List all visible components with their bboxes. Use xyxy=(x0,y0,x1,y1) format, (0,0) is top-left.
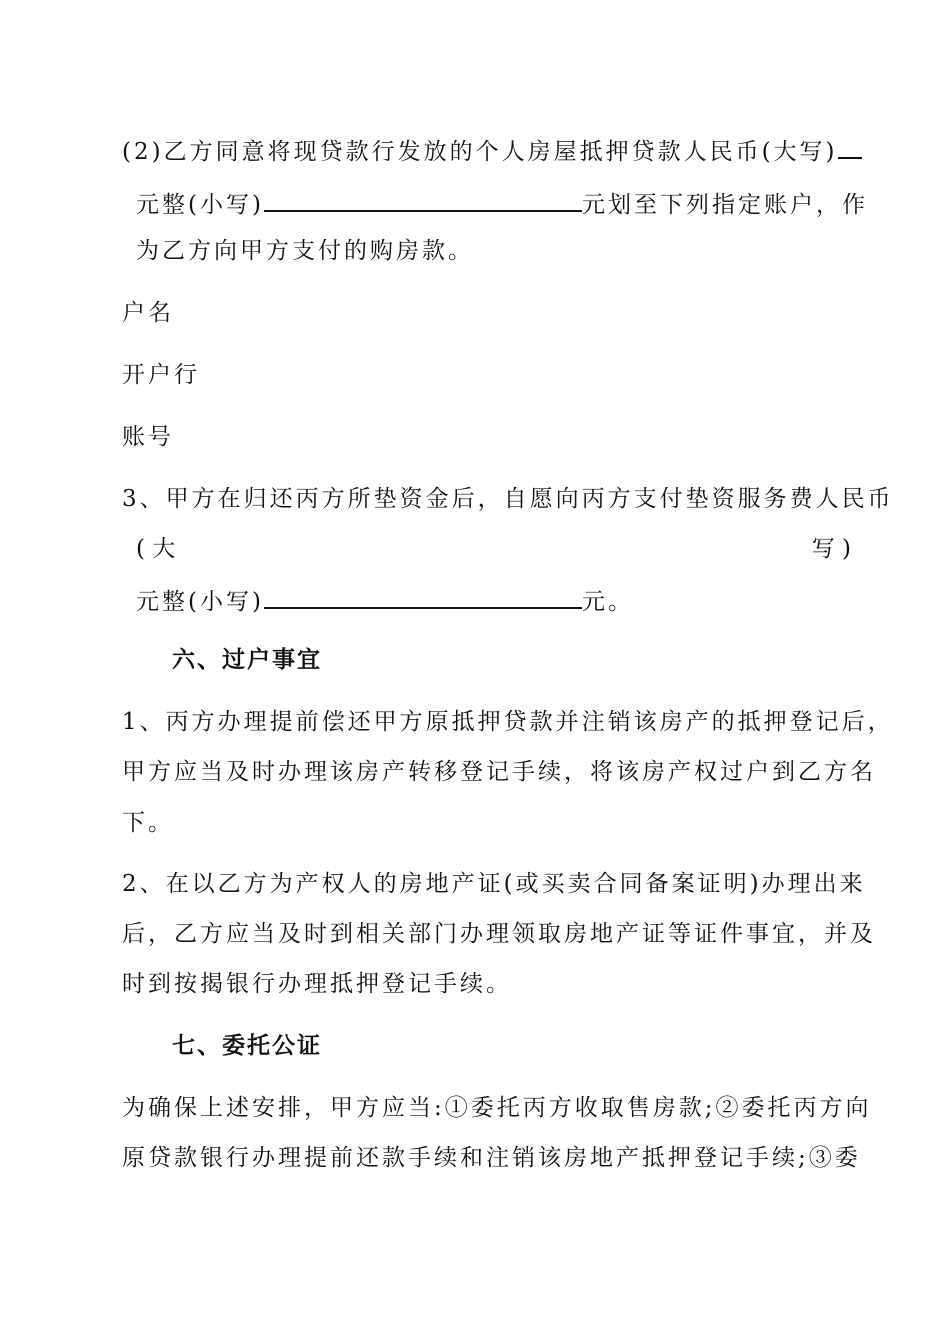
clause-2-line-2 xyxy=(136,186,868,220)
fee-lowercase-blank xyxy=(264,583,582,609)
uppercase-close: 写 ) xyxy=(811,536,851,562)
account-name-label: 户名 xyxy=(122,300,174,326)
section-6-title: 六、过户事宜 xyxy=(172,646,322,673)
transfer-text: 元划至下列指定账户，作 xyxy=(581,192,868,218)
section-6-item-1-line-1: 1、丙方办理提前偿还甲方原抵押贷款并注销该房产的抵押登记后， xyxy=(122,709,894,735)
section-6-item-2-line-2: 后，乙方应当及时到相关部门办理领取房地产证等证件事宜，并及 xyxy=(122,921,876,947)
clause-3-line-2 xyxy=(136,534,851,564)
uppercase-open: ( 大 xyxy=(136,536,176,562)
section-7-line-2: 原贷款银行办理提前还款手续和注销该房地产抵押登记手续;③委 xyxy=(122,1145,861,1171)
clause-3-line-1: 3、甲方在归还丙方所垫资金后，自愿向丙方支付垫资服务费人民币 xyxy=(122,486,894,512)
fee-unit: 元。 xyxy=(581,589,634,615)
clause-3-line-3 xyxy=(136,583,634,617)
section-6-item-1-line-3: 下。 xyxy=(122,810,174,836)
bank-name-label: 开户行 xyxy=(122,362,200,388)
amount-label: 元整(小写) xyxy=(136,192,264,218)
clause-2-text: (2)乙方同意将现贷款行发放的个人房屋抵押贷款人民币(大写) xyxy=(122,139,838,165)
section-6-item-2-line-3: 时到按揭银行办理抵押登记手续。 xyxy=(122,971,512,997)
section-6-item-1-line-2: 甲方应当及时办理该房产转移登记手续，将该房产权过户到乙方名 xyxy=(122,759,876,785)
amount-lowercase-blank xyxy=(264,186,582,212)
clause-2-line-3: 为乙方向甲方支付的购房款。 xyxy=(136,238,474,264)
clause-2-line-1 xyxy=(122,133,862,167)
section-6-item-2-line-1: 2、在以乙方为产权人的房地产证(或买卖合同备案证明)办理出来 xyxy=(122,871,866,897)
amount-uppercase-blank xyxy=(838,133,862,159)
account-number-label: 账号 xyxy=(122,424,174,450)
fee-label: 元整(小写) xyxy=(136,589,264,615)
section-7-line-1: 为确保上述安排，甲方应当:①委托丙方收取售房款;②委托丙方向 xyxy=(122,1095,872,1121)
section-7-title: 七、委托公证 xyxy=(172,1032,322,1059)
